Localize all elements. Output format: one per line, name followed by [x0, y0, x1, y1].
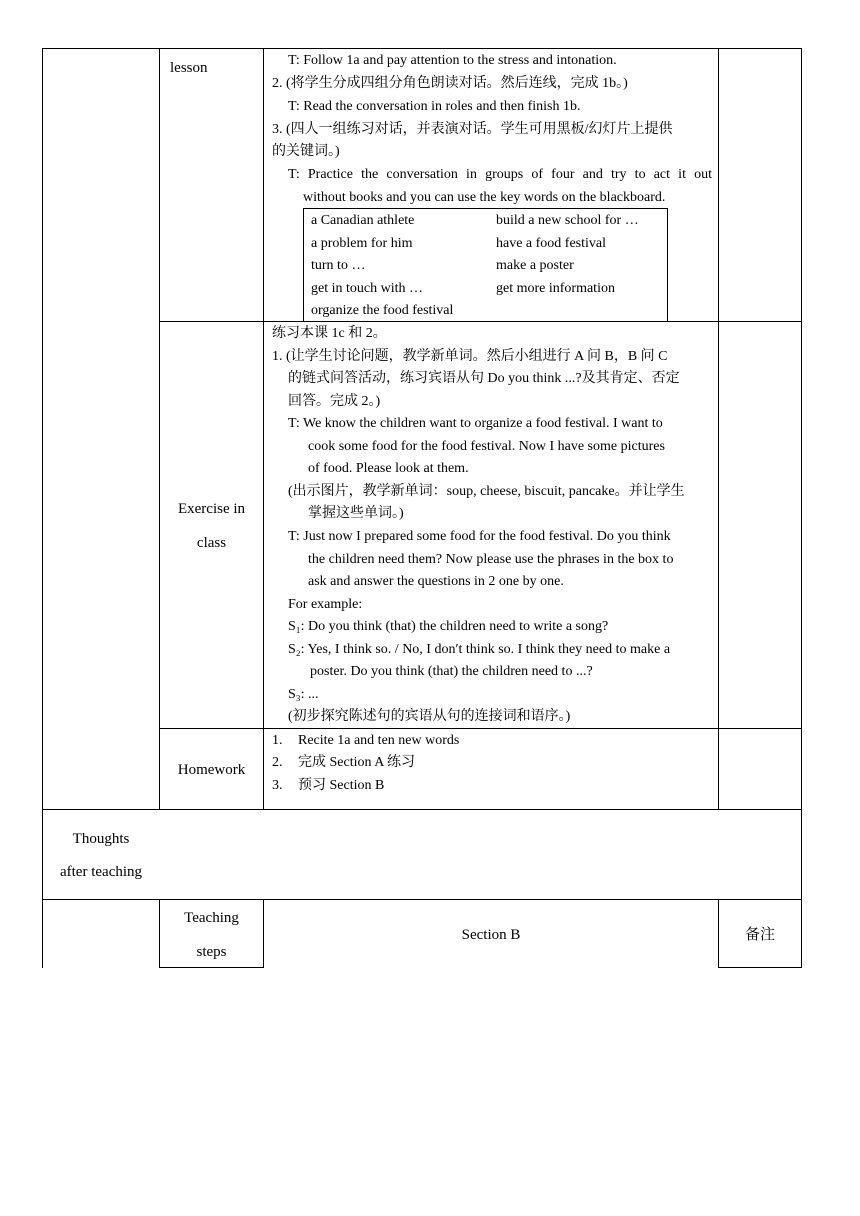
- step-label-exercise-2: class: [196, 535, 227, 551]
- table-border-top: [42, 48, 802, 49]
- exercise-line-2: 1. (让学生讨论问题，教学新单词。然后小组进行 A 问 B，B 问 C: [272, 349, 668, 364]
- exercise-line-10: T: Just now I prepared some food for the food festival. Do you think: [288, 529, 671, 544]
- keyword-right-2: have a food festival: [496, 236, 607, 251]
- exercise-line-16: poster. Do you think (that) the children need to ...?: [310, 664, 593, 679]
- exercise-line-9: 掌握这些单词。): [308, 506, 404, 521]
- thoughts-label-2: after teaching: [59, 864, 143, 880]
- lesson-line-3: T: Read the conversation in roles and then finish 1b.: [288, 99, 581, 114]
- row-divider-exercise: [159, 728, 802, 729]
- column-divider-content: [263, 48, 264, 810]
- lesson-line-4: 3. (四人一组练习对话，并表演对话。学生可用黑板/幻灯片上提供: [272, 122, 673, 137]
- row-divider-steps-bottom: [159, 967, 264, 968]
- keyword-left-2: a problem for him: [311, 236, 413, 251]
- exercise-line-18: (初步探究陈述句的宾语从句的连接词和语序。): [288, 709, 571, 724]
- lesson-line-7: without books and you can use the key words on the blackboard.: [303, 190, 666, 205]
- teaching-steps-label-1: Teaching: [184, 910, 239, 926]
- column-divider-steps: [159, 48, 160, 810]
- keyword-left-1: a Canadian athlete: [311, 213, 415, 228]
- keyword-left-5: organize the food festival: [311, 303, 454, 318]
- lesson-line-1: T: Follow 1a and pay attention to the stress and intonation.: [288, 53, 617, 68]
- thoughts-label-1: Thoughts: [72, 831, 130, 847]
- homework-num-1: 1.: [272, 733, 283, 748]
- exercise-line-8: (出示图片，教学新单词：soup, cheese, biscuit, pancake。并让学生: [288, 484, 685, 499]
- exercise-line-1: 练习本课 1c 和 2。: [272, 326, 387, 341]
- exercise-line-7: of food. Please look at them.: [308, 461, 469, 476]
- homework-num-2: 2.: [272, 755, 283, 770]
- lesson-line-2: 2. (将学生分成四组分角色朗读对话。然后连线，完成 1b。): [272, 76, 628, 91]
- exercise-line-4: 回答。完成 2。): [288, 394, 381, 409]
- exercise-line-15: S₂: Yes, I think so. / No, I don′t think so. I think they need to make a: [288, 642, 671, 657]
- exercise-line-13: For example:: [288, 597, 363, 612]
- keywords-box: [303, 208, 668, 322]
- notes-header: 备注: [744, 927, 775, 943]
- section-title: Section B: [461, 927, 521, 943]
- exercise-line-3: 的链式问答活动，练习宾语从句 Do you think ...?及其肯定、否定: [288, 371, 680, 386]
- table-border-right: [801, 48, 802, 968]
- teaching-steps-label-2: steps: [196, 944, 227, 960]
- keyword-left-4: get in touch with …: [311, 281, 423, 296]
- keyword-right-1: build a new school for …: [496, 213, 639, 228]
- exercise-line-14: S₁: Do you think (that) the children need to write a song?: [288, 619, 609, 634]
- step-label-lesson: lesson: [170, 60, 208, 76]
- step-label-homework: Homework: [177, 762, 246, 778]
- exercise-line-11: the children need them? Now please use the phrases in the box to: [308, 552, 674, 567]
- keyword-right-3: make a poster: [496, 258, 574, 273]
- lesson-line-5: 的关键词。): [272, 144, 340, 159]
- keyword-right-4: get more information: [496, 281, 615, 296]
- homework-item-3: 预习 Section B: [298, 778, 385, 793]
- homework-item-2: 完成 Section A 练习: [298, 755, 416, 770]
- row-divider-homework: [42, 809, 802, 810]
- column-divider-notes: [718, 48, 719, 810]
- step-label-exercise-1: Exercise in: [177, 501, 246, 517]
- exercise-line-6: cook some food for the food festival. Now I have some pictures: [308, 439, 665, 454]
- lesson-line-6: T: Practice the conversation in groups of four and try to act it out: [288, 167, 712, 182]
- homework-num-3: 3.: [272, 778, 283, 793]
- homework-item-1: Recite 1a and ten new words: [298, 733, 460, 748]
- exercise-line-5: T: We know the children want to organize a food festival. I want to: [288, 416, 663, 431]
- exercise-line-17: S₃: ...: [288, 687, 319, 702]
- row-divider-thoughts: [42, 899, 802, 900]
- exercise-line-12: ask and answer the questions in 2 one by one.: [308, 574, 564, 589]
- row-divider-notes-bottom: [718, 967, 802, 968]
- keyword-left-3: turn to …: [311, 258, 366, 273]
